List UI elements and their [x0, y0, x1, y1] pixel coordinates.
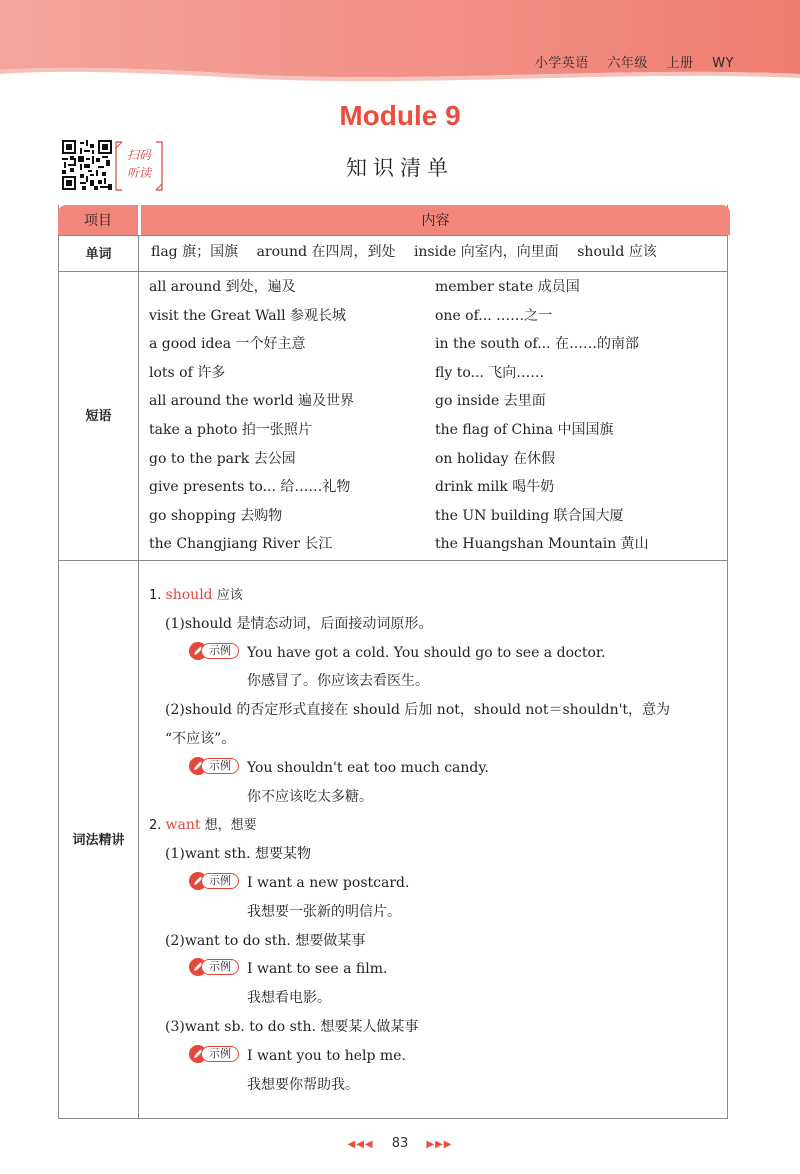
- subject-label: 小学英语: [534, 56, 589, 71]
- phrase-item: go shopping 去购物: [149, 507, 283, 524]
- vocab-item: around 在四周，到处: [256, 244, 396, 260]
- keyword: want: [165, 817, 201, 834]
- example-english: I want to see a film.: [247, 961, 388, 978]
- phrase-item: drink milk 喝牛奶: [435, 479, 555, 496]
- column-divider: [138, 235, 139, 1119]
- example-badge: 示例: [189, 1045, 241, 1063]
- scan-line-2: 听读: [126, 166, 151, 180]
- example-english: You shouldn't eat too much candy.: [247, 759, 489, 776]
- grammar-rule: (1)want sth. 想要某物: [165, 846, 311, 863]
- phrase-item: the flag of China 中国国旗: [435, 421, 614, 438]
- example-chinese: 我想要一张新的明信片。: [247, 903, 401, 920]
- vocab-item: should 应该: [577, 244, 657, 260]
- example-badge: 示例: [189, 958, 241, 976]
- row-divider: [59, 271, 728, 272]
- item-number: 2.: [149, 818, 162, 834]
- phrase-item: one of... ……之一: [435, 307, 553, 324]
- grammar-rule-continued: “不应该”。: [165, 730, 236, 747]
- header-content: 内容: [141, 205, 730, 235]
- right-arrows-icon: ▶▶▶: [426, 1139, 453, 1150]
- phrase-item: give presents to... 给……礼物: [149, 479, 351, 496]
- phrase-item: fly to... 飞向……: [435, 364, 545, 381]
- example-line: [149, 955, 670, 984]
- example-english: You have got a cold. You should go to see a doctor.: [247, 644, 606, 661]
- phrases-left-column: [149, 273, 354, 559]
- header-band: [0, 0, 800, 96]
- book-info: [521, 52, 734, 71]
- phrase-item: take a photo 拍一张照片: [149, 421, 312, 438]
- edition-label: WY: [712, 56, 734, 71]
- phrase-item: the UN building 联合国大厦: [435, 507, 624, 524]
- grammar-item-heading: [149, 581, 670, 610]
- example-badge: 示例: [189, 757, 241, 775]
- phrase-item: the Changjiang River 长江: [149, 536, 333, 553]
- grammar-notes: [149, 581, 670, 1099]
- knowledge-table: [58, 205, 728, 1119]
- phrase-item: the Huangshan Mountain 黄山: [435, 536, 649, 553]
- example-line: [149, 1042, 670, 1071]
- grammar-rule: (2)want to do sth. 想要做某事: [165, 932, 366, 949]
- row-divider: [59, 235, 728, 236]
- example-chinese: 你不应该吃太多糖。: [247, 788, 373, 805]
- example-badge: 示例: [189, 642, 241, 660]
- phrase-item: in the south of... 在……的南部: [435, 336, 639, 353]
- example-line: [149, 754, 670, 783]
- grammar-rule: (2)should 的否定形式直接在 should 后加 not，should not＝shouldn't，意为: [165, 702, 671, 719]
- section-title: 知识清单: [346, 156, 454, 180]
- example-line: [149, 869, 670, 898]
- page-footer: [0, 1136, 800, 1151]
- keyword-meaning: 应该: [216, 588, 243, 603]
- phrase-item: visit the Great Wall 参观长城: [149, 307, 347, 324]
- header-item: 项目: [58, 205, 138, 235]
- scan-line-1: 扫码: [126, 148, 151, 162]
- example-line: [149, 639, 670, 668]
- example-english: I want you to help me.: [247, 1047, 406, 1064]
- phrase-item: all around the world 遍及世界: [149, 393, 355, 410]
- example-chinese: 我想看电影。: [247, 990, 331, 1007]
- grade-label: 六年级: [607, 56, 648, 71]
- phrase-item: a good idea 一个好主意: [149, 336, 306, 353]
- example-english: I want a new postcard.: [247, 874, 410, 891]
- phrase-item: go inside 去里面: [435, 393, 546, 410]
- phrase-item: member state 成员国: [435, 279, 580, 295]
- left-arrows-icon: ◀◀◀: [347, 1139, 374, 1150]
- row-label-vocab: 单词: [85, 247, 112, 262]
- page-number: 83: [391, 1136, 409, 1151]
- volume-label: 上册: [666, 56, 694, 71]
- example-chinese: 你感冒了。你应该去看医生。: [247, 673, 429, 690]
- keyword: should: [165, 587, 213, 603]
- item-number: 1.: [149, 588, 162, 603]
- phrase-item: on holiday 在休假: [435, 450, 555, 467]
- example-chinese: 我想要你帮助我。: [247, 1076, 359, 1093]
- grammar-item-heading: [149, 811, 670, 840]
- vocab-item: flag 旗；国旗: [151, 244, 239, 260]
- phrase-item: all around 到处，遍及: [149, 279, 296, 295]
- example-badge: 示例: [189, 872, 241, 890]
- phrases-right-column: [435, 273, 649, 559]
- row-label-grammar: 词法精讲: [72, 833, 125, 848]
- phrase-item: go to the park 去公园: [149, 450, 296, 467]
- phrase-item: lots of 许多: [149, 364, 226, 381]
- vocab-list: [151, 241, 671, 261]
- module-title: Module 9: [339, 100, 461, 131]
- keyword-meaning: 想，想要: [204, 818, 257, 834]
- vocab-item: inside 向室内，向里面: [413, 244, 559, 260]
- row-label-phrases: 短语: [85, 409, 112, 424]
- grammar-rule: (3)want sb. to do sth. 想要某人做某事: [165, 1018, 419, 1035]
- row-divider: [59, 560, 728, 561]
- grammar-rule: (1)should 是情态动词，后面接动词原形。: [165, 615, 433, 632]
